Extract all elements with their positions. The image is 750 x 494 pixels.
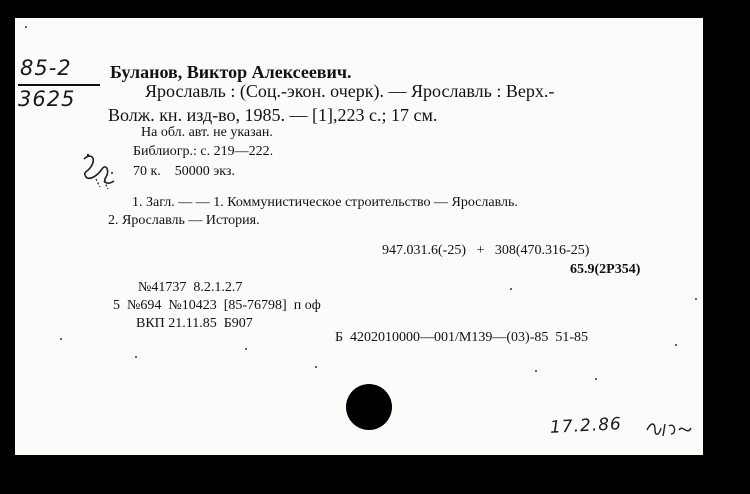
publisher-code-line: Б 4202010000—001/М139—(03)-85 51-85 (335, 330, 589, 345)
title-line-1: Ярославль : (Соц.-экон. очерк). — Ярославль : Верх.- (145, 81, 555, 101)
tracing-line-1: 1. Загл. — — 1. Коммунистическое строительство — Ярославль. (132, 195, 518, 210)
note-author-not-stated: На обл. авт. не указан. (141, 125, 273, 140)
scan-speck (315, 366, 317, 368)
note-bibliography: Библиогр.: с. 219—222. (133, 144, 274, 159)
classification-udc: 947.031.6(-25) + 308(470.316-25) (382, 243, 590, 258)
scan-speck (695, 298, 697, 300)
handwritten-date: 17.2.86 (549, 414, 623, 438)
punched-hole (346, 384, 392, 430)
scan-speck (25, 26, 27, 28)
note-price-print-run: 70 к. 50000 экз. (133, 164, 235, 179)
catalog-card (15, 18, 703, 455)
scan-speck (135, 356, 137, 358)
tracing-line-2: 2. Ярославль — История. (108, 213, 260, 228)
scan-speck (510, 288, 512, 290)
scan-speck (245, 348, 247, 350)
registration-line-1: №41737 8.2.1.2.7 (138, 280, 243, 295)
scan-speck (675, 344, 677, 346)
scan-speck (595, 378, 597, 380)
call-number-rule (18, 84, 100, 86)
registration-line-2: 5 №694 №10423 [85-76798] п оф (113, 298, 321, 313)
call-number-line2: 3625 (18, 87, 76, 111)
scan-speck (60, 338, 62, 340)
scan-speck (535, 370, 537, 372)
title-line-2: Волж. кн. изд-во, 1985. — [1],223 с.; 17 см. (108, 105, 438, 125)
call-number-line1: 85-2 (20, 56, 72, 80)
classification-bbk: 65.9(2Р354) (570, 262, 641, 277)
author-heading: Буланов, Виктор Алексеевич. (110, 62, 352, 82)
library-mark-icon (78, 151, 120, 191)
registration-line-3: ВКП 21.11.85 Б907 (136, 316, 253, 331)
card-corner-notch (703, 18, 709, 38)
handwritten-initials-icon (645, 416, 697, 440)
